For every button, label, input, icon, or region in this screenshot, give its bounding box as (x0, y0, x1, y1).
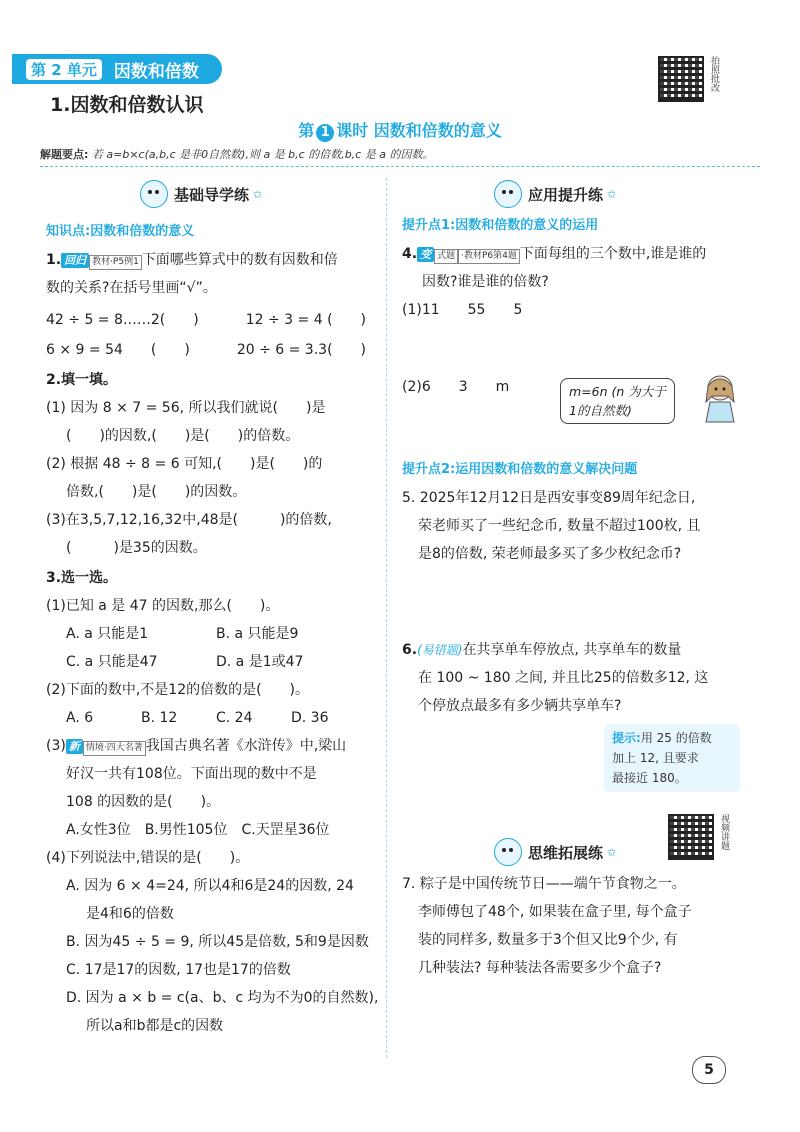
q2-title: 2.填一填。 (46, 372, 118, 388)
q6-hint-label: 提示: (612, 731, 641, 745)
q3-s4-option-b[interactable]: B. 因为45 ÷ 5 = 9, 所以45是倍数, 5和9是因数 (66, 934, 369, 950)
q4-no: 4. (402, 246, 418, 262)
q1-eq2[interactable]: 12 ÷ 3 = 4 ( ) (245, 312, 366, 328)
question-7 (402, 870, 752, 982)
q2-line2[interactable]: ( )的因数,( )是( )的倍数。 (66, 428, 300, 444)
tip-label: 解题要点: (40, 148, 89, 161)
question-3 (46, 564, 381, 1040)
question-5 (402, 484, 742, 568)
q1-eq1[interactable]: 42 ÷ 5 = 8……2( ) (46, 312, 199, 328)
unit-number: 第 2 单元 (26, 59, 102, 80)
unit-name: 因数和倍数 (113, 61, 199, 82)
q2-line6[interactable]: ( )是35的因数。 (66, 540, 207, 556)
tip-text: 若 a=b×c(a,b,c 是非0自然数),则 a 是 b,c 的倍数,b,c 是 a 的因数。 (91, 148, 434, 161)
q3-s2-option-c[interactable]: C. 24 (216, 710, 253, 726)
star-icon: ✩ (607, 845, 617, 859)
improvement-point-1: 提升点1:因数和倍数的意义的运用 (402, 218, 599, 233)
q5-line1: 5. 2025年12月12日是西安事变89周年纪念日, (402, 490, 696, 506)
q1-tag2: 教材·P5例1 (89, 255, 142, 270)
girl-mascot-icon (700, 372, 740, 424)
section-extension (494, 838, 616, 866)
section-title: 1.因数和倍数认识 (50, 94, 204, 116)
q6-hint-line1: 用 25 的倍数 (640, 731, 712, 745)
q1-tag: 回归 (61, 253, 89, 268)
q6-hint (604, 724, 740, 792)
q3-sub3-no: (3) (46, 738, 66, 754)
q6-hint-line2: 加上 12, 且要求 (612, 751, 699, 765)
q6-no: 6. (402, 642, 418, 658)
question-6 (402, 636, 742, 720)
improvement-point-2: 提升点2:运用因数和倍数的意义解决问题 (402, 462, 638, 477)
q4-line1: 下面每组的三个数中,谁是谁的 (519, 246, 707, 262)
q3-sub2: (2)下面的数中,不是12的倍数的是( )。 (46, 682, 310, 698)
q4-group1: (1)11 55 5 (402, 302, 523, 318)
q4-bubble-line1: m=6n (n 为大于 (569, 384, 666, 399)
lesson-number: 1 (316, 124, 334, 142)
q3-sub1: (1)已知 a 是 47 的因数,那么( )。 (46, 598, 280, 614)
q3-s4-option-a2: 是4和6的倍数 (86, 906, 174, 922)
q1-no: 1. (46, 252, 62, 268)
section-application-label: 应用提升练 (528, 185, 604, 204)
q2-line5[interactable]: (3)在3,5,7,12,16,32中,48是( )的倍数, (46, 512, 332, 528)
qr-label-top: 拍照批改 (709, 56, 719, 92)
q4-group2: (2)6 3 m (402, 379, 510, 395)
q7-line2: 李师傅包了48个, 如果装在盒子里, 每个盒子 (418, 904, 692, 920)
lesson-title (0, 118, 800, 142)
qr-label-video: 视频讲题 (719, 814, 729, 850)
q4-tag: 变 (417, 247, 434, 262)
q6-hint-line3: 最接近 180。 (612, 771, 687, 785)
q1-eq3[interactable]: 6 × 9 = 54 ( ) (46, 342, 190, 358)
q3-s1-option-c[interactable]: C. a 只能是47 (66, 654, 158, 670)
section-basic-label: 基础导学练 (174, 185, 250, 204)
q3-sub4: (4)下列说法中,错误的是( )。 (46, 850, 250, 866)
q3-s2-option-a[interactable]: A. 6 (66, 710, 94, 726)
q3-s2-option-b[interactable]: B. 12 (141, 710, 178, 726)
knowledge-point: 知识点:因数和倍数的意义 (46, 224, 195, 239)
solution-tip (40, 146, 760, 167)
q6-line3: 个停放点最多有多少辆共享单车? (418, 698, 622, 714)
q3-sub3-line2: 好汉一共有108位。下面出现的数中不是 (66, 766, 317, 782)
lesson-suffix: 课时 因数和倍数的意义 (336, 121, 502, 140)
q6-line2: 在 100 ~ 180 之间, 并且比25的倍数多12, 这 (418, 670, 709, 686)
q5-line3: 是8的倍数, 荣老师最多买了多少枚纪念币? (418, 546, 682, 562)
q4-hint-bubble (560, 378, 675, 424)
star-icon: ✩ (253, 187, 263, 201)
q3-sub3-tag2: 情境·四大名著 (83, 741, 146, 756)
q3-s4-option-d2: 所以a和b都是c的因数 (86, 1018, 224, 1034)
q4-line2: 因数?谁是谁的倍数? (422, 274, 549, 290)
q7-line3: 装的同样多, 数量多于3个但又比9个少, 有 (418, 932, 678, 948)
question-2 (46, 366, 381, 562)
q3-sub3-line1: 我国古典名著《水浒传》中,梁山 (145, 738, 347, 754)
q3-s4-option-d1[interactable]: D. 因为 a × b = c(a、b、c 均为不为0的自然数), (66, 990, 379, 1006)
q6-line1: 在共享单车停放点, 共享单车的数量 (462, 642, 682, 658)
page-number: 5 (692, 1056, 726, 1084)
q2-line1[interactable]: (1) 因为 8 × 7 = 56, 所以我们就说( )是 (46, 400, 326, 416)
q3-s1-option-a[interactable]: A. a 只能是1 (66, 626, 149, 642)
q4-tag-word: 式题 (434, 249, 458, 264)
mascot-icon (140, 180, 168, 208)
q1-text2: 数的关系?在括号里画“√”。 (46, 280, 217, 296)
q3-sub3-options[interactable]: A.女性3位 B.男性105位 C.天罡星36位 (66, 822, 330, 838)
q4-bubble-line2: 1的自然数) (569, 403, 632, 418)
mascot-icon (494, 838, 522, 866)
unit-tab (12, 54, 222, 84)
q3-s1-option-b[interactable]: B. a 只能是9 (216, 626, 299, 642)
q1-eq4[interactable]: 20 ÷ 6 = 3.3( ) (236, 342, 366, 358)
column-divider (386, 178, 387, 1058)
section-basic (140, 180, 262, 208)
q5-line2: 荣老师买了一些纪念币, 数量不超过100枚, 且 (418, 518, 701, 534)
question-1 (46, 246, 376, 364)
q3-s1-option-d[interactable]: D. a 是1或47 (216, 654, 304, 670)
qr-code-video[interactable] (668, 814, 714, 860)
q3-sub3-tag: 新 (66, 739, 83, 754)
section-extension-label: 思维拓展练 (528, 843, 604, 862)
q7-line1: 7. 粽子是中国传统节日——端午节食物之一。 (402, 876, 686, 892)
lesson-prefix: 第 (298, 121, 315, 140)
q7-line4: 几种装法? 每种装法各需要多少个盒子? (418, 960, 662, 976)
q3-s4-option-a1[interactable]: A. 因为 6 × 4=24, 所以4和6是24的因数, 24 (66, 878, 354, 894)
star-icon: ✩ (607, 187, 617, 201)
q4-tag2: ·教材P6第4题 (458, 249, 520, 264)
q3-s4-option-c[interactable]: C. 17是17的因数, 17也是17的倍数 (66, 962, 291, 978)
mascot-icon (494, 180, 522, 208)
question-4 (402, 240, 737, 324)
q2-line4[interactable]: 倍数,( )是( )的因数。 (66, 484, 247, 500)
qr-code-top[interactable] (658, 56, 704, 102)
section-application (494, 180, 616, 208)
q2-line3[interactable]: (2) 根据 48 ÷ 8 = 6 可知,( )是( )的 (46, 456, 323, 472)
q6-tag: (易错题) (417, 643, 463, 657)
q3-s2-option-d[interactable]: D. 36 (291, 710, 329, 726)
q3-title: 3.选一选。 (46, 570, 118, 586)
q1-text1: 下面哪些算式中的数有因数和倍 (141, 252, 338, 268)
q3-sub3-line3: 108 的因数的是( )。 (66, 794, 221, 810)
